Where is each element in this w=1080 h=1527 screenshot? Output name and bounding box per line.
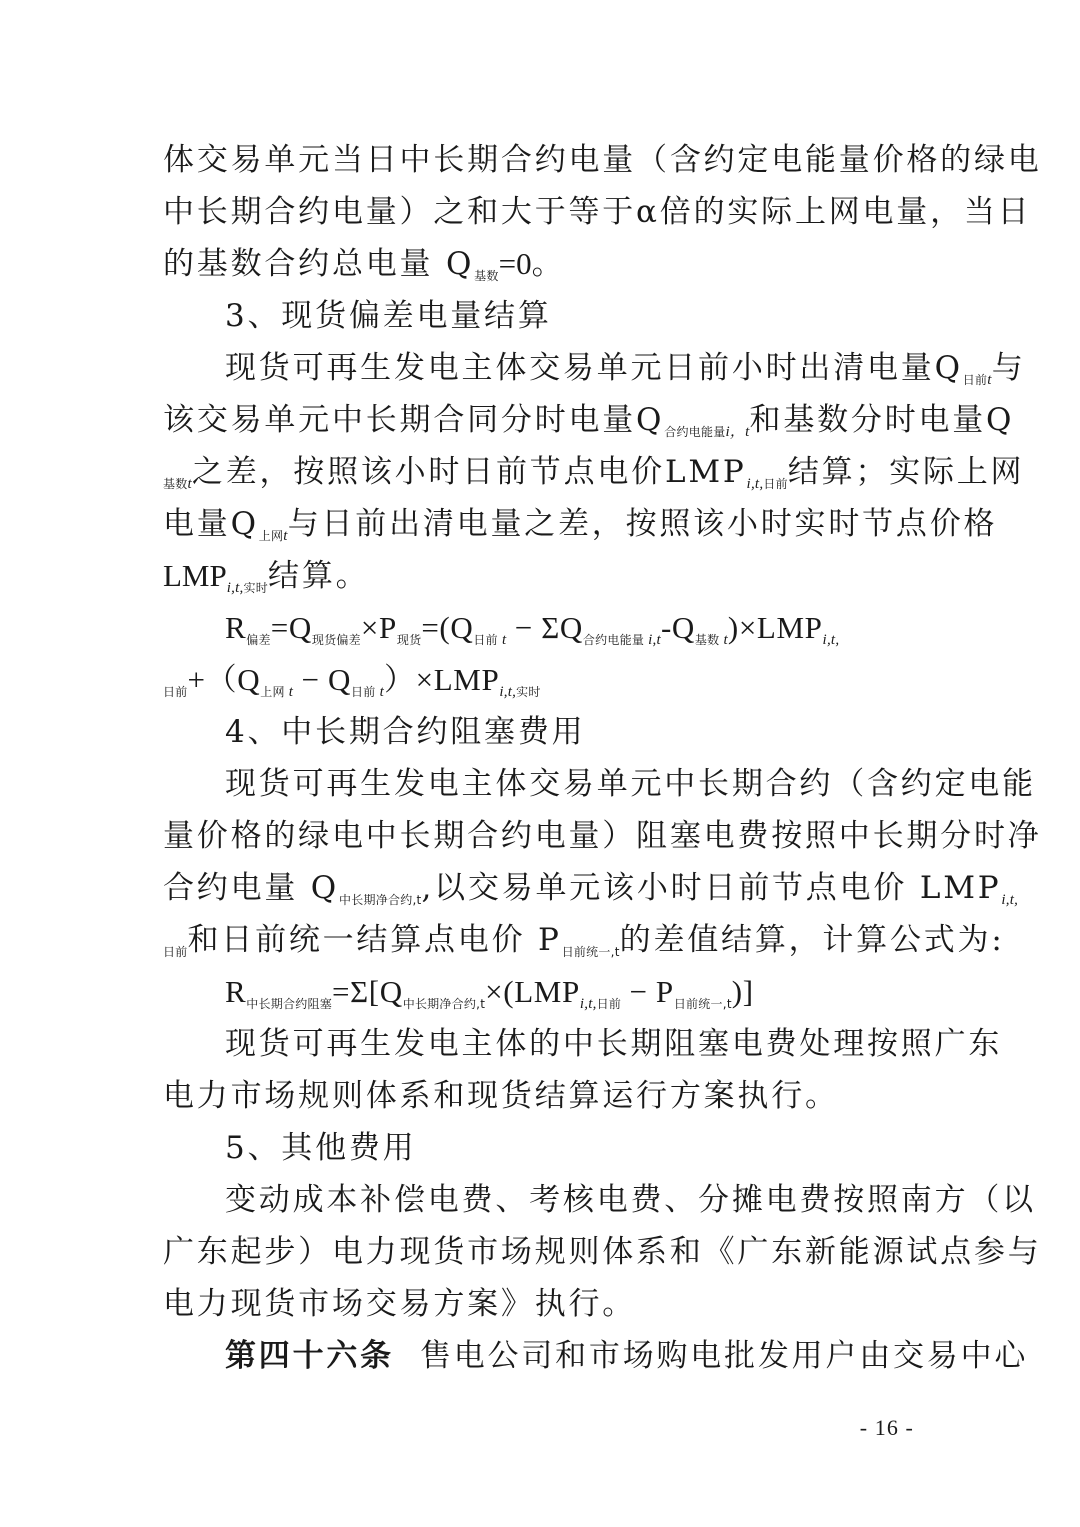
paragraph-line: 该交易单元中长期合同分时电量$Q_{合约电能量i,t}$和基数分时电量Q (163, 402, 1015, 440)
paragraph-line: 广东起步）电力现货市场规则体系和《广东新能源试点参与 (163, 1234, 1042, 1270)
section-heading-4: 4、中长期合约阻塞费用 (225, 714, 586, 750)
paragraph-line: 电力现货市场交易方案》执行。 (163, 1286, 637, 1322)
formula-deviation-continued: $_{日前}+(Q_{上网 t} - Q_{日前 t})\times LMP_{i,t,实时}$ (163, 662, 541, 700)
formula-deviation: $R_{偏差}=Q_{现货偏差}\times P_{现货}=(Q_{日前 t} - \Sigma Q_{合约电能量 i,t}-Q_{基数 t})\times LMP_{i,t,}$ (225, 610, 840, 648)
paragraph-line: $LMP_{i,t,实时}$结算。 (163, 558, 370, 596)
paragraph-line: 现货可再生发电主体交易单元日前小时出清电量$Q_{日前t}$与 (225, 350, 1026, 388)
paragraph-line: 的基数合约总电量 $Q_{基数}=0$。 (163, 246, 563, 283)
paragraph-line: 中长期合约电量）之和大于等于α倍的实际上网电量，当日 (163, 194, 1032, 230)
section-heading-5: 5、其他费用 (225, 1130, 417, 1166)
paragraph-line: 现货可再生发电主体交易单元中长期合约（含约定电能 (225, 766, 1036, 802)
article-46 (163, 1330, 1029, 1382)
section-heading-3: 3、现货偏差电量结算 (225, 298, 552, 334)
paragraph-line: $_{日前}$和日前统一结算点电价 $P_{日前统一,t}$的差值结算，计算公式为: (163, 922, 1005, 959)
paragraph-line: 电力市场规则体系和现货结算运行方案执行。 (163, 1078, 839, 1114)
paragraph-line: 体交易单元当日中长期合约电量（含约定电能量价格的绿电 (163, 142, 1042, 178)
paragraph-line: 现货可再生发电主体的中长期阻塞电费处理按照广东 (225, 1026, 1003, 1062)
document-body (163, 134, 1042, 1382)
article-title: 第四十六条 (225, 1338, 394, 1374)
paragraph-line: 变动成本补偿电费、考核电费、分摊电费按照南方（以 (225, 1182, 1036, 1218)
paragraph-line: 合约电量 $Q_{中长期净合约,t}$,以交易单元该小时日前节点电价 $LMP_{i,t,}$ (163, 870, 1019, 908)
article-text: 售电公司和市场购电批发用户由交易中心 (419, 1338, 1029, 1374)
paragraph-line: $_{基数t}$之差，按照该小时日前节点电价$LMP_{i,t,日前}$结算；实际上网 (163, 454, 1025, 492)
formula-congestion: $R_{中长期合约阻塞}=\Sigma[Q_{中长期净合约,t}\times(LMP_{i,t,日前} - P_{日前统一,t})]$ (225, 974, 754, 1012)
paragraph-line: 量价格的绿电中长期合约电量）阻塞电费按照中长期分时净 (163, 818, 1042, 854)
page-number: - 16 - (859, 1415, 914, 1440)
paragraph-line: 电量$Q_{上网t}$与日前出清电量之差，按照该小时实时节点价格 (163, 506, 998, 544)
